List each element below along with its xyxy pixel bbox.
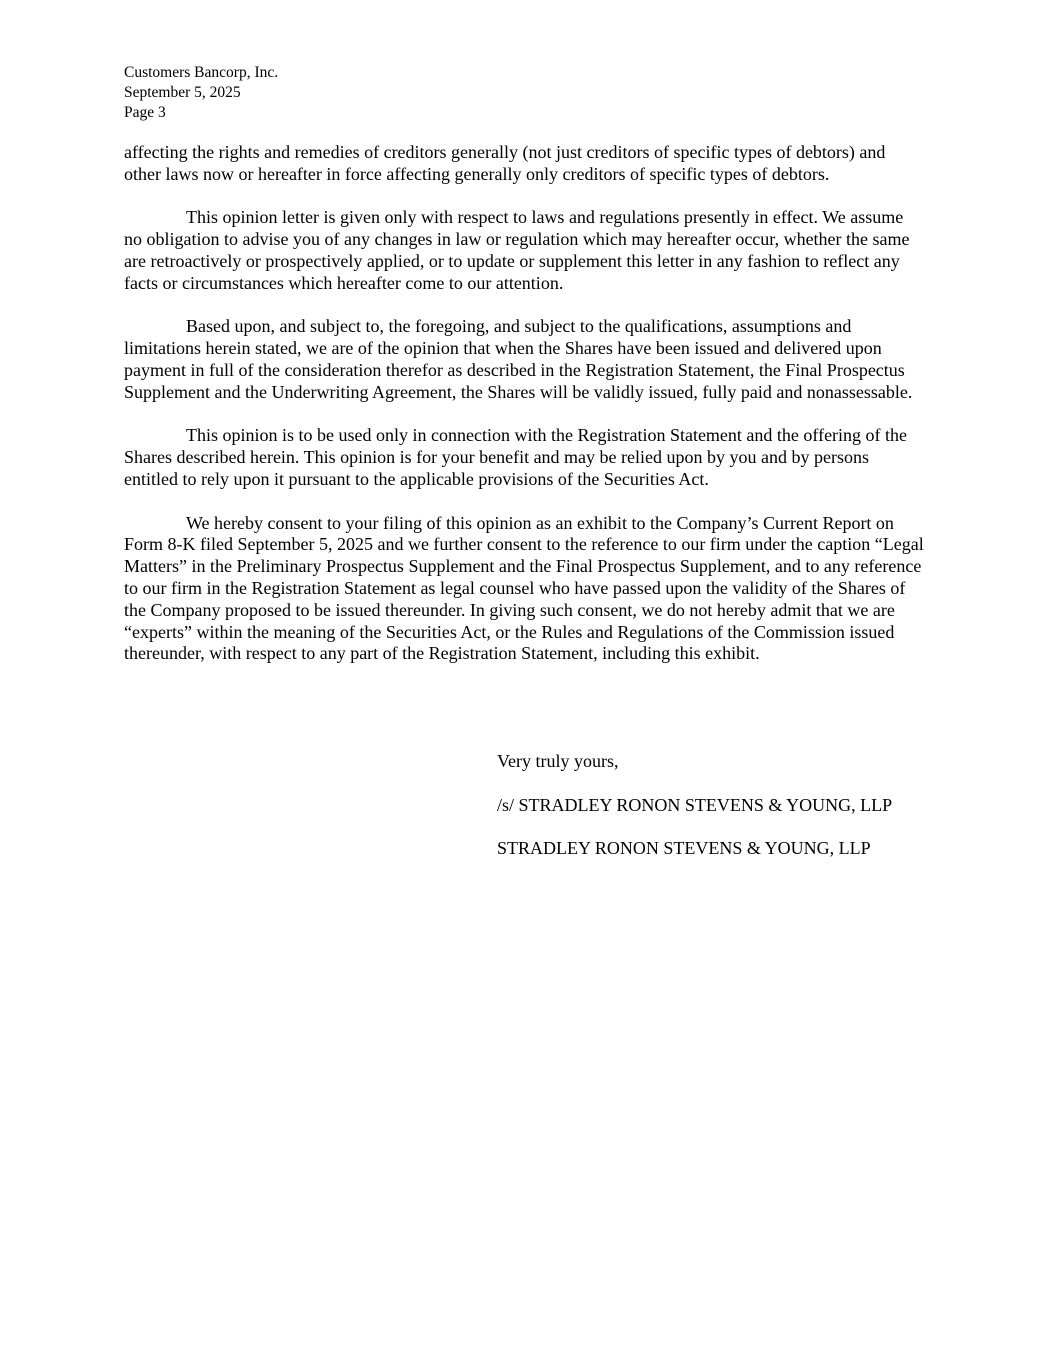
header-date: September 5, 2025 xyxy=(124,84,241,101)
signature-line: /s/ STRADLEY RONON STEVENS & YOUNG, LLP xyxy=(497,794,893,815)
paragraph-opinion: Based upon, and subject to, the foregoing, and subject to the qualifications, assumptions and limitations herein stated, we are of the opinion that when the Shares have been issued and delivered upon payment in full of the consideration therefor as described in the Registration Statement, the Final Prospectus Supplement and the Underwriting Agreement, the Shares will be validly issued, fully paid and nonassessable. xyxy=(124,316,913,402)
letter-body xyxy=(124,142,924,687)
paragraph-consent: We hereby consent to your filing of this opinion as an exhibit to the Company’s Current Report on Form 8-K filed September 5, 2025 and we further consent to the reference to our firm under the caption “Legal Matters” in the Preliminary Prospectus Supplement and the Final Prospectus Supplement, and to any reference to our firm in the Registration Statement as legal counsel who have passed upon the validity of the Shares of the Company proposed to be issued thereunder. In giving such consent, we do not hereby admit that we are “experts” within the meaning of the Securities Act, or the Rules and Regulations of the Commission issued thereunder, with respect to any part of the Registration Statement, including this exhibit. xyxy=(124,512,924,664)
header-company: Customers Bancorp, Inc. xyxy=(124,64,279,81)
letter-header xyxy=(124,63,278,123)
paragraph-continuation: affecting the rights and remedies of creditors generally (not just creditors of specific types of debtors) and other laws now or hereafter in force affecting generally only creditors of specific types of debtors. xyxy=(124,142,886,184)
closing-line: Very truly yours, xyxy=(497,751,619,771)
paragraph-usage-limitation: This opinion is to be used only in connection with the Registration Statement and the offering of the Shares described herein. This opinion is for your benefit and may be relied upon by you and by persons entitled to rely upon it pursuant to the applicable provisions of the Securities Act. xyxy=(124,425,908,489)
header-page-number: Page 3 xyxy=(124,104,166,121)
paragraph-laws-in-effect: This opinion letter is given only with respect to laws and regulations presently in effect. We assume no obligation to advise you of any changes in law or regulation which may hereafter occur, whether the same are retroactively or prospectively applied, or to update or supplement this letter in any fashion to reflect any facts or circumstances which hereafter come to our attention. xyxy=(124,207,910,293)
signature-block xyxy=(497,751,892,882)
firm-name: STRADLEY RONON STEVENS & YOUNG, LLP xyxy=(497,838,871,859)
